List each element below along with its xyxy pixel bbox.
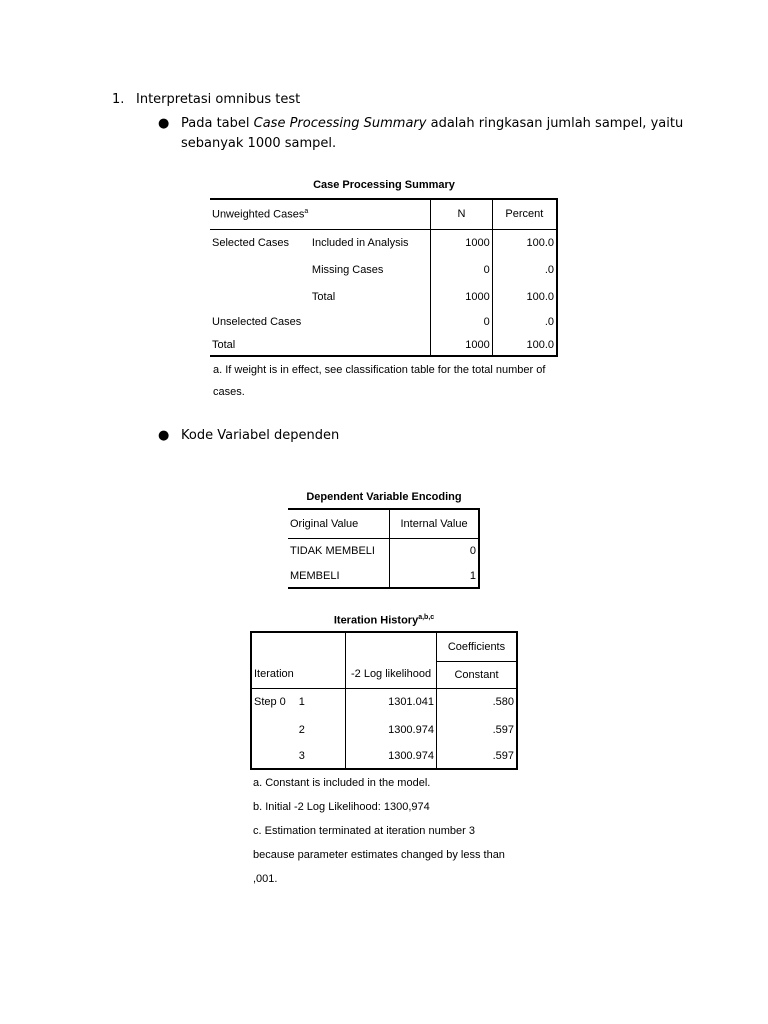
ih-constant: .580 [436, 688, 517, 716]
ih-note: b. Initial -2 Log Likelihood: 1300,974 [253, 801, 430, 813]
bullet-dependent-code [158, 426, 340, 446]
ih-loglik: 1301.041 [346, 688, 437, 716]
cps-percent: 100.0 [492, 229, 557, 256]
dve-header-original: Original Value [288, 509, 390, 538]
ih-header-row-2 [251, 661, 517, 688]
cps-label [310, 310, 431, 334]
cps-n: 0 [431, 310, 493, 334]
ih-header-constant: Constant [436, 661, 517, 688]
dve-internal: 1 [390, 564, 479, 588]
cps-title: Case Processing Summary [313, 179, 455, 191]
ih-header-loglik: -2 Log likelihood [346, 661, 437, 688]
ih-note: ,001. [253, 873, 278, 885]
cps-footnote: a. If weight is in effect, see classification table for the total number of cases. [213, 364, 546, 398]
dependent-variable-encoding-table [288, 508, 480, 589]
cps-n: 1000 [431, 229, 493, 256]
cps-label [310, 334, 431, 356]
ih-header-row-1 [251, 632, 517, 661]
bullet-text-italic: Case Processing Summary [253, 116, 427, 131]
cps-header-cases: Unweighted Cases$^a$ [210, 199, 431, 229]
ih-iteration: 1 [297, 688, 346, 716]
ih-iteration: 3 [297, 743, 346, 769]
cps-group: Unselected Cases [212, 316, 302, 328]
ih-header-coefficients: Coefficients [436, 632, 517, 661]
dve-title: Dependent Variable Encoding [306, 491, 462, 503]
cps-header-row [210, 199, 557, 229]
ih-footnotes [253, 771, 505, 891]
cps-group: Selected Cases [212, 236, 290, 249]
table-row [210, 310, 557, 334]
dve-header-row [288, 509, 479, 538]
dve-original: MEMBELI [288, 564, 390, 588]
bullet-case-summary [158, 114, 701, 154]
section-heading [112, 92, 300, 107]
bullet-text-post: adalah ringkasan jumlah sampel, yaitu sebanyak 1000 sampel. [181, 116, 684, 151]
table-row [288, 564, 479, 588]
cps-label: Included in Analysis [310, 229, 431, 256]
bullet-icon: ● [158, 116, 170, 131]
ih-constant: .597 [436, 743, 517, 769]
table-row [210, 283, 557, 310]
cps-percent: 100.0 [492, 334, 557, 356]
ih-step: Step 0 [251, 688, 297, 716]
bullet-text: Kode Variabel dependen [181, 428, 340, 443]
cps-percent: .0 [492, 256, 557, 283]
cps-label: Total [310, 283, 431, 310]
ih-header-iteration: Iteration [251, 661, 346, 688]
ih-title: Iteration History$^{a,b,c}$ [333, 614, 435, 627]
table-row [210, 229, 557, 256]
table-row [251, 716, 517, 743]
cps-header-n: N [431, 199, 493, 229]
ih-note: c. Estimation terminated at iteration number 3 [253, 825, 475, 837]
table-row [251, 743, 517, 769]
section-title: Interpretasi omnibus test [136, 92, 301, 107]
ih-loglik: 1300.974 [346, 743, 437, 769]
cps-n: 0 [431, 256, 493, 283]
cps-group: Total [210, 334, 310, 356]
cps-n: 1000 [431, 334, 493, 356]
dve-header-internal: Internal Value [390, 509, 479, 538]
table-row [210, 334, 557, 356]
dve-original: TIDAK MEMBELI [288, 538, 390, 564]
table-row [288, 538, 479, 564]
cps-label: Missing Cases [310, 256, 431, 283]
dve-internal: 0 [390, 538, 479, 564]
table-row [251, 688, 517, 716]
cps-percent: 100.0 [492, 283, 557, 310]
ih-note: because parameter estimates changed by less than [253, 849, 505, 861]
case-processing-summary-table [210, 198, 558, 357]
section-number: 1. [112, 92, 125, 107]
cps-group [210, 256, 310, 283]
ih-note: a. Constant is included in the model. [253, 777, 431, 789]
ih-constant: .597 [436, 716, 517, 743]
bullet-text-pre: Pada tabel [181, 116, 254, 131]
table-row [210, 256, 557, 283]
ih-loglik: 1300.974 [346, 716, 437, 743]
cps-group [210, 283, 310, 310]
bullet-icon: ● [158, 428, 170, 443]
ih-iteration: 2 [297, 716, 346, 743]
cps-n: 1000 [431, 283, 493, 310]
cps-percent: .0 [492, 310, 557, 334]
cps-header-percent: Percent [492, 199, 557, 229]
iteration-history-table [250, 631, 518, 770]
